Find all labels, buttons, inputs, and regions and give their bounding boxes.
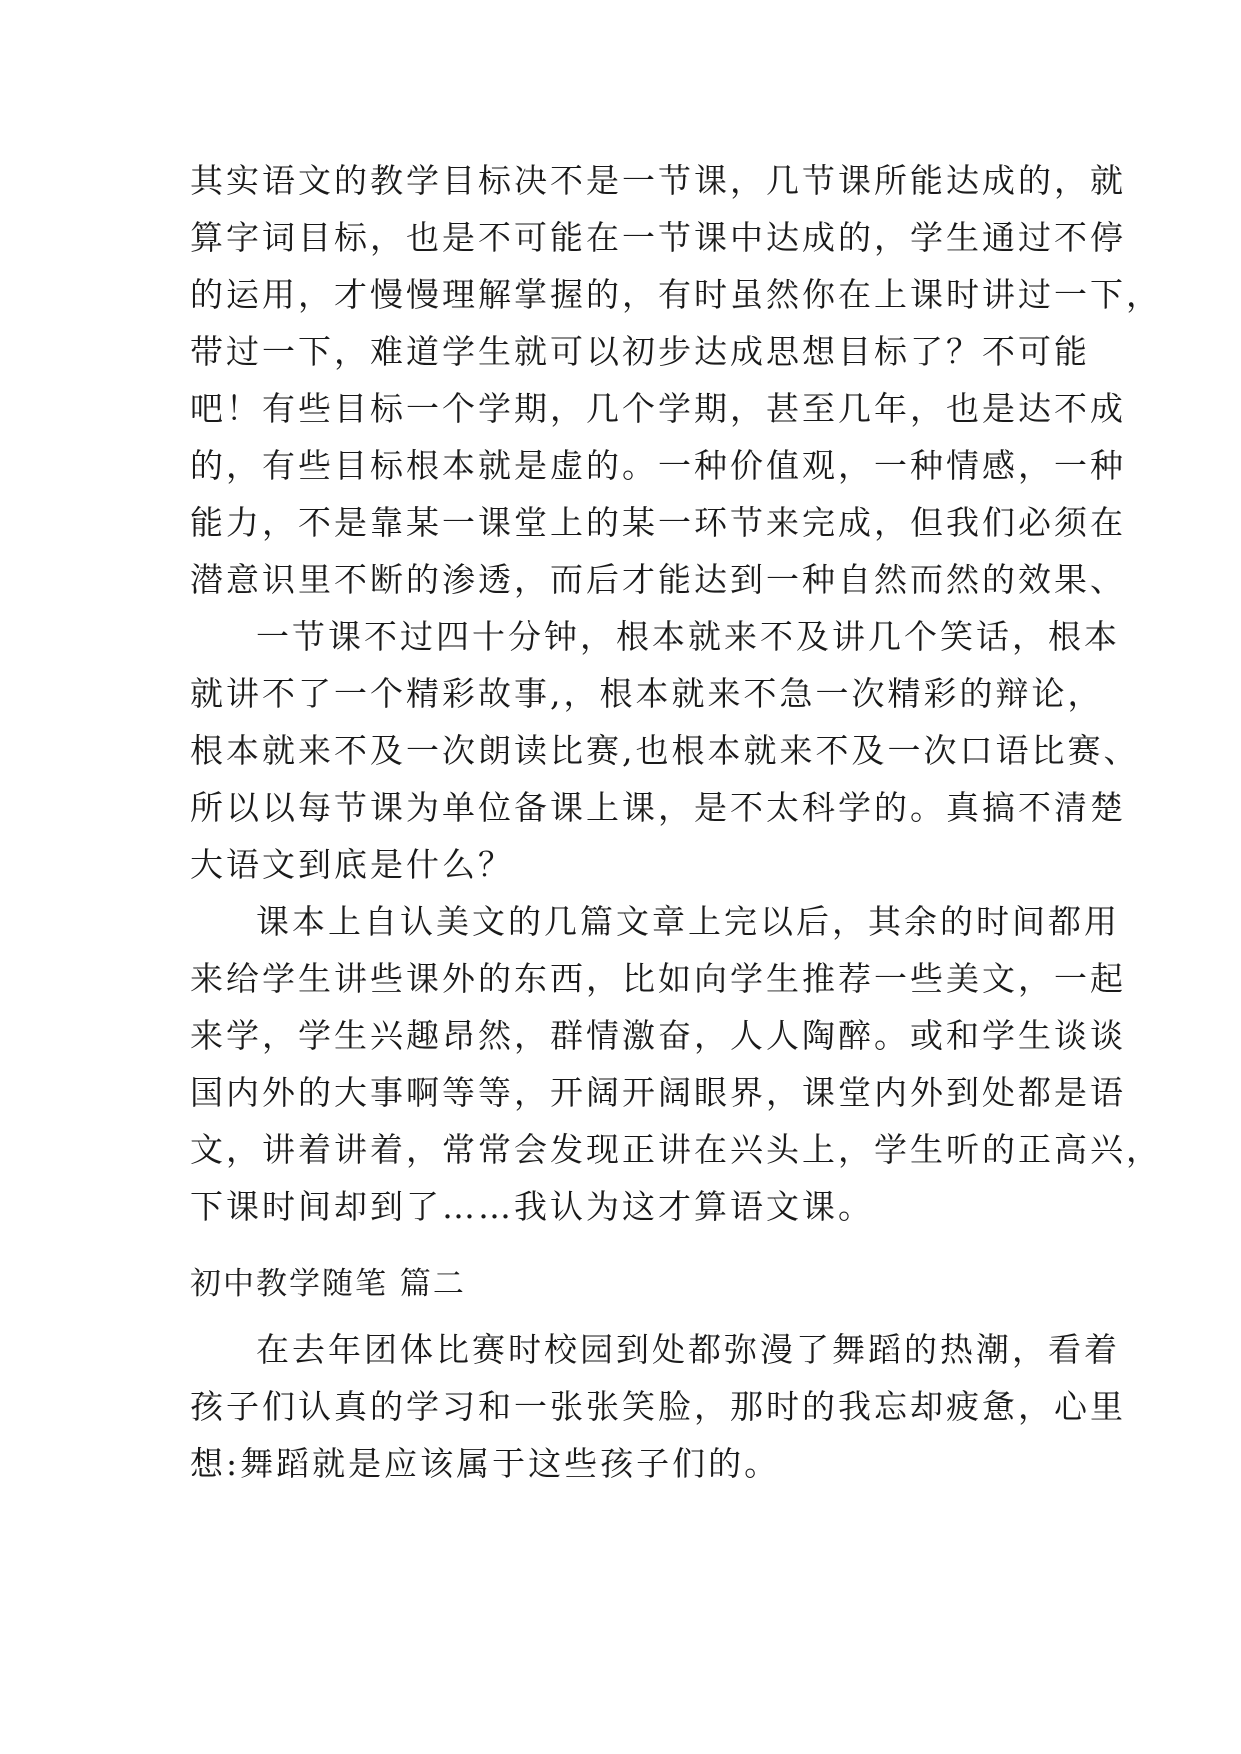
text-line: 所以以每节课为单位备课上课，是不太科学的。真搞不清楚 [190,788,1126,827]
text-line: 带过一下，难道学生就可以初步达成思想目标了？不可能 [190,332,1090,371]
text-line: 文，讲着讲着，常常会发现正讲在兴头上，学生听的正高兴， [190,1130,1162,1169]
section2-heading-block [190,1256,1070,1313]
text-line: 课本上自认美文的几篇文章上完以后，其余的时间都用 [256,902,1120,941]
text-line: 能力，不是靠某一课堂上的某一环节来完成，但我们必须在 [190,503,1126,542]
section2-paragraph-1 [190,1321,1126,1492]
text-line: 就讲不了一个精彩故事,，根本就来不急一次精彩的辩论， [190,674,1104,713]
text-line: 下课时间却到了……我认为这才算语文课。 [190,1187,874,1226]
text-line: 潜意识里不断的渗透，而后才能达到一种自然而然的效果、 [190,560,1126,599]
text-line: 的运用，才慢慢理解掌握的，有时虽然你在上课时讲过一下， [190,275,1162,314]
text-line: 其实语文的教学目标决不是一节课，几节课所能达成的，就 [190,161,1126,200]
text-line: 的，有些目标根本就是虚的。一种价值观，一种情感，一种 [190,446,1126,485]
section-heading: 初中教学随笔 篇二 [190,1266,466,1302]
text-line: 在去年团体比赛时校园到处都弥漫了舞蹈的热潮，看着 [256,1330,1120,1369]
text-line: 根本就来不及一次朗读比赛,也根本就来不及一次口语比赛、 [190,731,1140,770]
section1-paragraph-2 [190,608,1140,893]
text-line: 大语文到底是什么？ [190,845,514,884]
text-line: 孩子们认真的学习和一张张笑脸，那时的我忘却疲惫，心里 [190,1387,1126,1426]
section1-paragraph-3 [190,893,1162,1235]
section1-paragraph-1 [190,152,1162,608]
text-line: 一节课不过四十分钟，根本就来不及讲几个笑话，根本 [256,617,1120,656]
text-line: 吧！有些目标一个学期，几个学期，甚至几年，也是达不成 [190,389,1126,428]
text-line: 来给学生讲些课外的东西，比如向学生推荐一些美文，一起 [190,959,1126,998]
text-line: 国内外的大事啊等等，开阔开阔眼界，课堂内外到处都是语 [190,1073,1126,1112]
text-line: 想:舞蹈就是应该属于这些孩子们的。 [190,1444,781,1483]
text-line: 来学，学生兴趣昂然，群情激奋，人人陶醉。或和学生谈谈 [190,1016,1126,1055]
text-line: 算字词目标，也是不可能在一节课中达成的，学生通过不停 [190,218,1126,257]
